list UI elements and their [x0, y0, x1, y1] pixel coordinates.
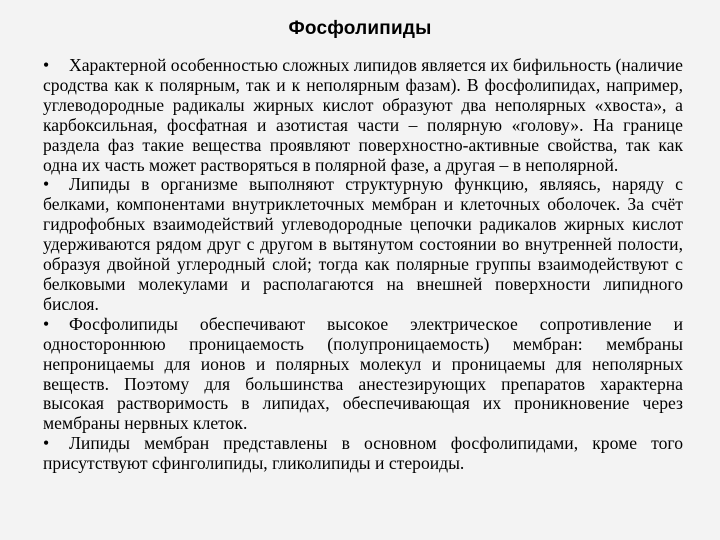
bullet-icon: •	[43, 55, 50, 75]
paragraph-text: Фосфолипиды обеспечивают высокое электрическое сопротивление и одностороннюю проницаемость (полупроницаемость) мембран: мембраны непроницаемы для ионов и полярных молекул и проницаемы для неполярных веществ. Поэтому для большинства анестезирующих препаратов характерна высокая растворимость в липидах, обеспечивающая их проникновение через мембраны нервных клеток.	[43, 313, 683, 434]
paragraph-text: Липиды мембран представлены в основном фосфолипидами, кроме того присутствуют сфинголипиды, гликолипиды и стероиды.	[43, 433, 683, 474]
bullet-icon: •	[43, 433, 50, 454]
bullet-paragraph-2	[43, 175, 683, 314]
slide-title: Фосфолипиды	[288, 18, 432, 39]
bullet-paragraph-1	[43, 56, 683, 175]
bullet-icon: •	[43, 174, 50, 195]
bullet-paragraph-4	[43, 434, 683, 474]
paragraph-text: Характерной особенностью сложных липидов является их бифильность (наличие сродства как к полярным, так и к неполярным фазам). В фосфолипидах, например, углеводородные радикалы жирных кислот образуют два неполярных «хвоста», а карбоксильная, фосфатная и азотистая части – полярную «голову». На границе раздела фаз такие вещества проявляют поверхностно-активные свойства, так как одна их часть может растворяться в полярной фазе, а другая – в неполярной.	[43, 55, 683, 175]
bullet-paragraph-3	[43, 315, 683, 434]
bullet-icon: •	[43, 313, 50, 334]
paragraph-text: Липиды в организме выполняют структурную функцию, являясь, наряду с белками, компонентами внутриклеточных мембран и клеточных оболочек. За счёт гидрофобных взаимодействий углеводородные цепочки радикалов жирных кислот удерживаются рядом друг с другом в вытянутом состоянии во внутренней полости, образуя двойной углеродный слой; тогда как полярные группы взаимодействуют с белковыми молекулами и располагаются на внешней поверхности липидного бислоя.	[43, 174, 683, 314]
slide-body	[43, 56, 683, 474]
